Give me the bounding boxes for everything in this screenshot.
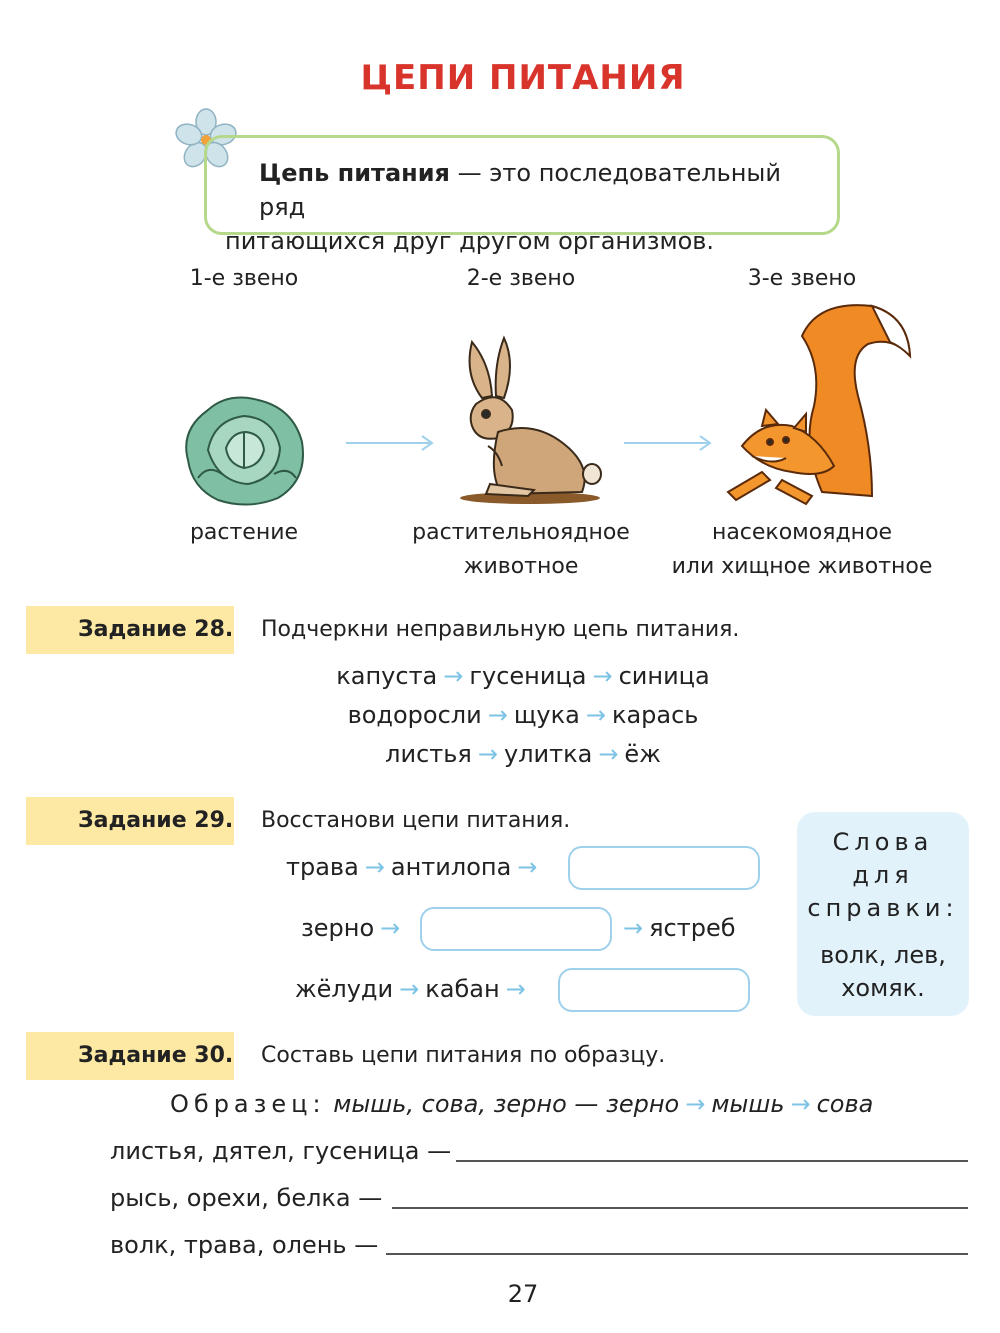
arrow-icon: → (399, 975, 420, 1003)
task-29-row-3 (295, 975, 532, 1003)
arrow-icon: → (623, 914, 644, 942)
answer-line-2[interactable] (392, 1207, 968, 1209)
answer-blank-1[interactable] (568, 846, 760, 890)
reference-title-2: для (852, 861, 914, 889)
task-28-chain-2[interactable] (0, 701, 1000, 729)
arrow-icon: → (585, 701, 606, 729)
chain-word: кабан (425, 975, 500, 1003)
task-30-instruction: Составь цепи питания по образцу. (261, 1043, 666, 1068)
definition-text-line1: это последовательный ряд (259, 159, 781, 221)
task-29-instruction: Восстанови цепи питания. (261, 808, 571, 833)
page-number: 27 (507, 1280, 539, 1308)
answer-line-3[interactable] (386, 1253, 968, 1255)
task-29-label: Задание 29. (78, 808, 234, 833)
reference-words-box (797, 812, 969, 1016)
arrow-icon: → (443, 662, 464, 690)
task-28-label-bar (26, 606, 234, 654)
arrow-icon: → (364, 853, 385, 881)
task-30-label-bar (26, 1032, 234, 1080)
arrow-icon: → (505, 975, 526, 1003)
link-label-2: 2-е звено (466, 266, 576, 291)
task-30-row-1: листья, дятел, гусеница — (110, 1137, 452, 1165)
chain-arrow-2 (622, 434, 714, 452)
sample-dash: — (574, 1090, 599, 1118)
chain-word: жёлуди (295, 975, 394, 1003)
arrow-icon: → (517, 853, 538, 881)
arrow-icon: → (487, 701, 508, 729)
link-caption-1: растение (189, 520, 299, 545)
task-30-label: Задание 30. (78, 1043, 234, 1068)
answer-blank-2[interactable] (420, 907, 612, 951)
answer-blank-3[interactable] (558, 968, 750, 1012)
link-caption-3b: или хищное животное (671, 554, 933, 579)
sample-chain-word: зерно (606, 1090, 680, 1118)
sample-words: мышь, сова, зерно (333, 1090, 567, 1118)
reference-words-1: волк, лев, (820, 941, 946, 969)
chain-word: ястреб (649, 914, 736, 942)
chain-word: капуста (336, 662, 438, 690)
chain-word: листья (385, 740, 472, 768)
chain-word: зерно (301, 914, 375, 942)
sample-label: Образец: (170, 1090, 326, 1118)
task-29-row-1 (286, 853, 543, 881)
cabbage-icon (178, 390, 310, 510)
chain-arrow-1 (344, 434, 436, 452)
link-label-3: 3-е звено (747, 266, 857, 291)
task-30-row-2: рысь, орехи, белка — (110, 1184, 383, 1212)
chain-word: синица (618, 662, 710, 690)
page-title: ЦЕПИ ПИТАНИЯ (360, 58, 686, 98)
task-30-row-3: волк, трава, олень — (110, 1231, 379, 1259)
sample-chain-word: сова (816, 1090, 874, 1118)
chain-word: антилопа (390, 853, 512, 881)
chain-word: гусеница (469, 662, 587, 690)
hare-icon (442, 334, 608, 506)
sample-chain-word: мышь (711, 1090, 785, 1118)
reference-words-2: хомяк. (841, 974, 925, 1002)
reference-title-1: Слова (832, 828, 934, 856)
arrow-icon: → (685, 1090, 706, 1118)
task-28-chain-1[interactable] (0, 662, 1000, 690)
task-30-sample (170, 1090, 873, 1118)
arrow-icon: → (477, 740, 498, 768)
task-28-instruction: Подчеркни неправильную цепь питания. (261, 617, 740, 642)
chain-word: щука (513, 701, 580, 729)
task-29-row-2-end (617, 914, 736, 942)
definition-text-line2: питающихся друг другом организмов. (225, 227, 715, 255)
task-28-chain-3[interactable] (0, 740, 1000, 768)
link-label-1: 1-е звено (189, 266, 299, 291)
definition-term: Цепь питания (259, 159, 450, 187)
chain-word: трава (286, 853, 359, 881)
definition-box (204, 135, 840, 255)
link-caption-2a: растительноядное (412, 520, 630, 545)
task-29-label-bar (26, 797, 234, 845)
link-caption-3a: насекомоядное (711, 520, 893, 545)
arrow-icon: → (598, 740, 619, 768)
chain-word: улитка (503, 740, 593, 768)
fox-icon (722, 296, 922, 510)
chain-word: карась (611, 701, 699, 729)
task-29-row-2-start (301, 914, 406, 942)
reference-title-3: справки: (807, 894, 959, 922)
link-caption-2b: животное (463, 554, 579, 579)
arrow-icon: → (380, 914, 401, 942)
answer-line-1[interactable] (456, 1160, 968, 1162)
arrow-icon: → (790, 1090, 811, 1118)
chain-word: водоросли (347, 701, 482, 729)
arrow-icon: → (592, 662, 613, 690)
definition-dash: — (449, 159, 490, 187)
task-28-label: Задание 28. (78, 617, 234, 642)
chain-word: ёж (624, 740, 661, 768)
